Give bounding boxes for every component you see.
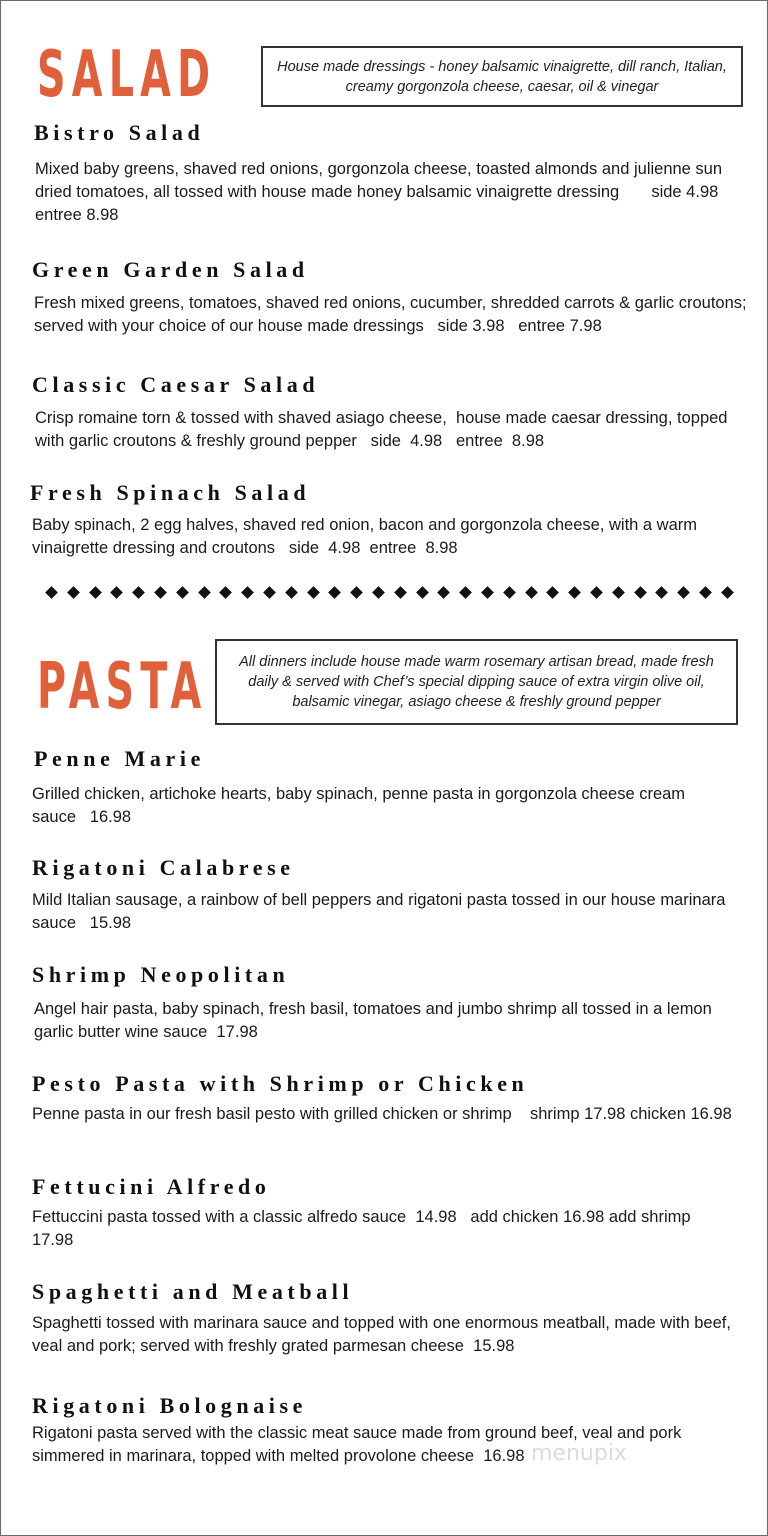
pasta-item-title: Pesto Pasta with Shrimp or Chicken — [32, 1071, 529, 1096]
pasta-item-title: Fettucini Alfredo — [32, 1174, 271, 1199]
pasta-heading: PASTA — [37, 650, 208, 724]
salad-item-title: Bistro Salad — [34, 120, 205, 145]
salad-item-title: Classic Caesar Salad — [32, 372, 320, 397]
diamond-icon — [154, 586, 167, 599]
salad-heading: SALAD — [37, 38, 217, 112]
diamond-icon — [612, 586, 625, 599]
pasta-item-description: Grilled chicken, artichoke hearts, baby spinach, penne pasta in gorgonzola cheese cream sauce 16.98 — [32, 785, 690, 826]
diamond-icon — [634, 586, 647, 599]
pasta-item-description: Penne pasta in our fresh basil pesto with grilled chicken or shrimp shrimp 17.98 chicken 16.98 — [32, 1105, 732, 1123]
diamond-icon — [176, 586, 189, 599]
diamond-divider — [47, 583, 732, 601]
diamond-icon — [350, 586, 363, 599]
diamond-icon — [263, 586, 276, 599]
pasta-item-title: Spaghetti and Meatball — [32, 1279, 354, 1304]
diamond-icon — [220, 586, 233, 599]
pasta-item-title: Penne Marie — [34, 746, 205, 771]
diamond-icon — [394, 586, 407, 599]
diamond-icon — [285, 586, 298, 599]
diamond-icon — [45, 586, 58, 599]
diamond-icon — [307, 586, 320, 599]
pasta-item-title: Shrimp Neopolitan — [32, 962, 290, 987]
pasta-item-title: Rigatoni Calabrese — [32, 855, 295, 880]
salad-item-title: Green Garden Salad — [32, 257, 309, 282]
pasta-item-description: Fettuccini pasta tossed with a classic alfredo sauce 14.98 add chicken 16.98 add shrimp 17.98 — [32, 1208, 700, 1249]
salad-item-title: Fresh Spinach Salad — [30, 480, 311, 505]
diamond-icon — [372, 586, 385, 599]
pasta-bread-note: All dinners include house made warm rosemary artisan bread, made fresh daily & served with Chef’s special dipping sauce of extra virgin olive oil, balsamic vinegar, asiago cheese & freshly ground pepper — [215, 639, 738, 725]
diamond-icon — [699, 586, 712, 599]
diamond-icon — [590, 586, 603, 599]
diamond-icon — [546, 586, 559, 599]
pasta-item-description: Spaghetti tossed with marinara sauce and topped with one enormous meatball, made with beef, veal and pork; served with freshly grated parmesan cheese 15.98 — [32, 1314, 736, 1355]
diamond-icon — [525, 586, 538, 599]
pasta-item-description: Mild Italian sausage, a rainbow of bell peppers and rigatoni pasta tossed in our house marinara sauce 15.98 — [32, 891, 731, 932]
diamond-icon — [111, 586, 124, 599]
salad-item-description: Baby spinach, 2 egg halves, shaved red onion, bacon and gorgonzola cheese, with a warm vinaigrette dressing and croutons side 4.98 entree 8.98 — [32, 516, 702, 557]
pasta-item-description: Angel hair pasta, baby spinach, fresh basil, tomatoes and jumbo shrimp all tossed in a lemon garlic butter wine sauce 17.98 — [34, 1000, 717, 1041]
diamond-icon — [89, 586, 102, 599]
salad-item-description: Mixed baby greens, shaved red onions, gorgonzola cheese, toasted almonds and julienne sun dried tomatoes, all tossed with house made honey balsamic vinaigrette dressing side 4.98 entree 8.98 — [35, 160, 737, 224]
pasta-item-title: Rigatoni Bolognaise — [32, 1393, 308, 1418]
diamond-icon — [655, 586, 668, 599]
diamond-icon — [677, 586, 690, 599]
watermark-logo: menupix — [531, 1441, 627, 1466]
diamond-icon — [481, 586, 494, 599]
salad-item-description: Crisp romaine torn & tossed with shaved asiago cheese, house made caesar dressing, topped with garlic croutons & freshly ground pepper side 4.98 entree 8.98 — [35, 409, 733, 450]
diamond-icon — [67, 586, 80, 599]
salad-item-description: Fresh mixed greens, tomatoes, shaved red onions, cucumber, shredded carrots & garlic croutons; served with your choice of our house made dressings side 3.98 entree 7.98 — [34, 294, 752, 335]
diamond-icon — [503, 586, 516, 599]
diamond-icon — [437, 586, 450, 599]
diamond-icon — [459, 586, 472, 599]
diamond-icon — [198, 586, 211, 599]
diamond-icon — [328, 586, 341, 599]
diamond-icon — [416, 586, 429, 599]
pasta-item-description: Rigatoni pasta served with the classic meat sauce made from ground beef, veal and pork simmered in marinara, topped with melted provolone cheese 16.98 — [32, 1424, 686, 1465]
diamond-icon — [241, 586, 254, 599]
diamond-icon — [132, 586, 145, 599]
salad-dressings-note: House made dressings - honey balsamic vinaigrette, dill ranch, Italian, creamy gorgonzola cheese, caesar, oil & vinegar — [261, 46, 743, 107]
diamond-icon — [721, 586, 734, 599]
diamond-icon — [568, 586, 581, 599]
